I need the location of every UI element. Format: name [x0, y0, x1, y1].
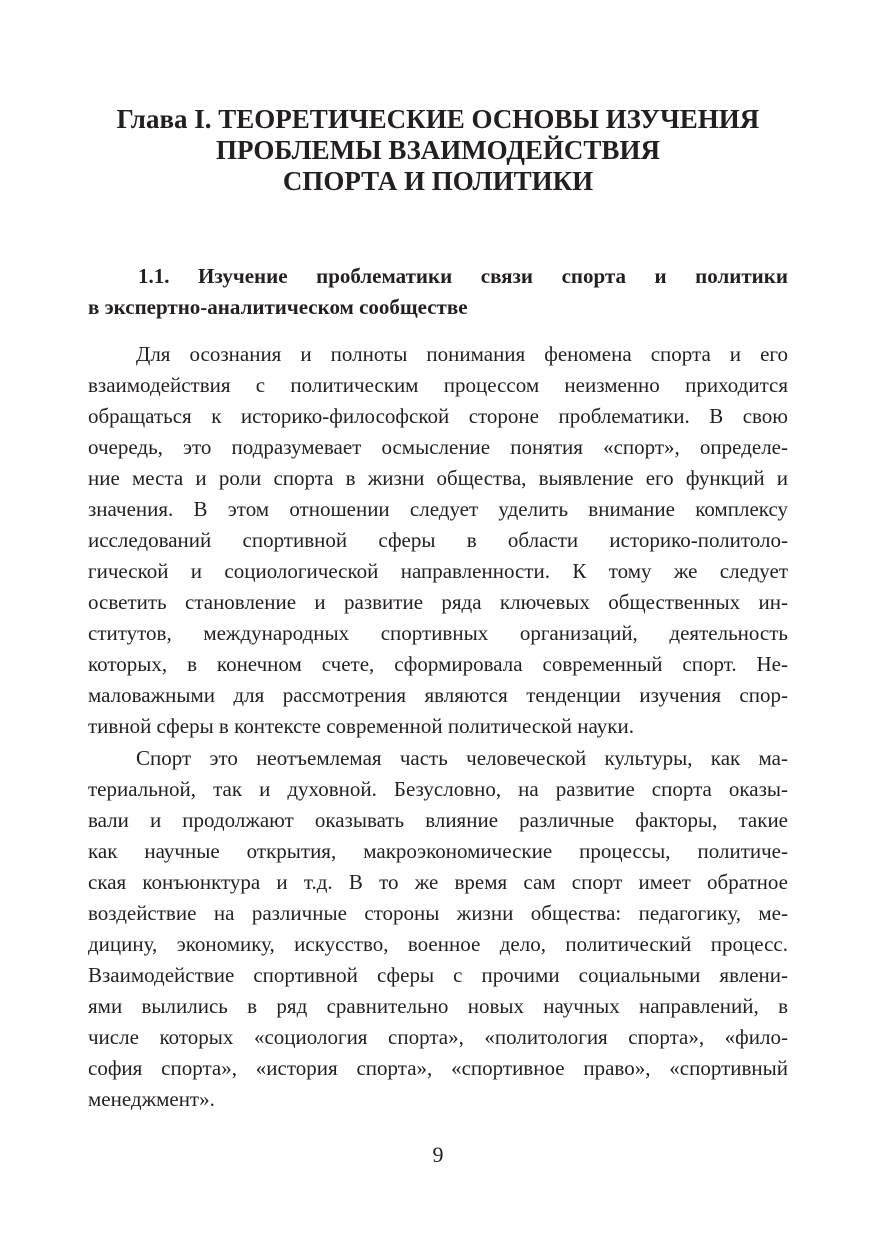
text-line: гической и социологической направленности. К тому же следует: [88, 559, 788, 583]
text-line: которых, в конечном счете, сформировала современный спорт. Не-: [88, 652, 788, 676]
chapter-title: [88, 104, 788, 197]
text-line: териальной, так и духовной. Безусловно, на развитие спорта оказы-: [88, 777, 788, 801]
text-line: ние места и роли спорта в жизни общества, выявление его функций и: [88, 466, 788, 490]
paragraph-1: [88, 339, 788, 742]
text-line: числе которых «социология спорта», «политология спорта», «фило-: [88, 1025, 788, 1049]
text-line: софия спорта», «история спорта», «спортивное право», «спортивный: [88, 1056, 788, 1080]
text-line: вали и продолжают оказывать влияние различные факторы, такие: [88, 808, 788, 832]
text-line: воздействие на различные стороны жизни общества: педагогику, ме-: [88, 901, 788, 925]
text-line: тивной сферы в контексте современной политической науки.: [88, 714, 634, 738]
text-line: менеджмент».: [88, 1087, 215, 1111]
chapter-title-line: ПРОБЛЕМЫ ВЗАИМОДЕЙСТВИЯ: [216, 135, 660, 165]
paragraph-2: [88, 743, 788, 1115]
section-heading: [88, 261, 788, 323]
text-line: маловажными для рассмотрения являются тенденции изучения спор-: [88, 683, 788, 707]
text-line: значения. В этом отношении следует уделить внимание комплексу: [88, 497, 788, 521]
page-number: 9: [432, 1142, 444, 1167]
text-line: исследований спортивной сферы в области историко-политоло-: [88, 528, 788, 552]
text-line: ститутов, международных спортивных организаций, деятельность: [88, 621, 788, 645]
text-line: Для осознания и полноты понимания феномена спорта и его: [136, 342, 788, 366]
section-heading-line: в экспертно-аналитическом сообществе: [88, 295, 468, 319]
text-line: как научные открытия, макроэкономические процессы, политиче-: [88, 839, 788, 863]
chapter-title-line: Глава I. ТЕОРЕТИЧЕСКИЕ ОСНОВЫ ИЗУЧЕНИЯ: [116, 104, 760, 134]
text-line: Взаимодействие спортивной сферы с прочими социальными явлени-: [88, 963, 788, 987]
text-line: дицину, экономику, искусство, военное дело, политический процесс.: [88, 932, 788, 956]
text-line: ская конъюнктура и т.д. В то же время сам спорт имеет обратное: [88, 870, 788, 894]
text-line: ями вылились в ряд сравнительно новых научных направлений, в: [88, 994, 788, 1018]
text-line: взаимодействия с политическим процессом неизменно приходится: [88, 373, 788, 397]
chapter-title-line: СПОРТА И ПОЛИТИКИ: [282, 166, 594, 196]
text-line: очередь, это подразумевает осмысление понятия «спорт», определе-: [88, 435, 788, 459]
section-heading-line: 1.1. Изучение проблематики связи спорта и политики: [138, 264, 788, 288]
text-line: обращаться к историко-философской стороне проблематики. В свою: [88, 404, 788, 428]
text-line: Спорт это неотъемлемая часть человеческой культуры, как ма-: [136, 746, 788, 770]
text-line: осветить становление и развитие ряда ключевых общественных ин-: [88, 590, 788, 614]
